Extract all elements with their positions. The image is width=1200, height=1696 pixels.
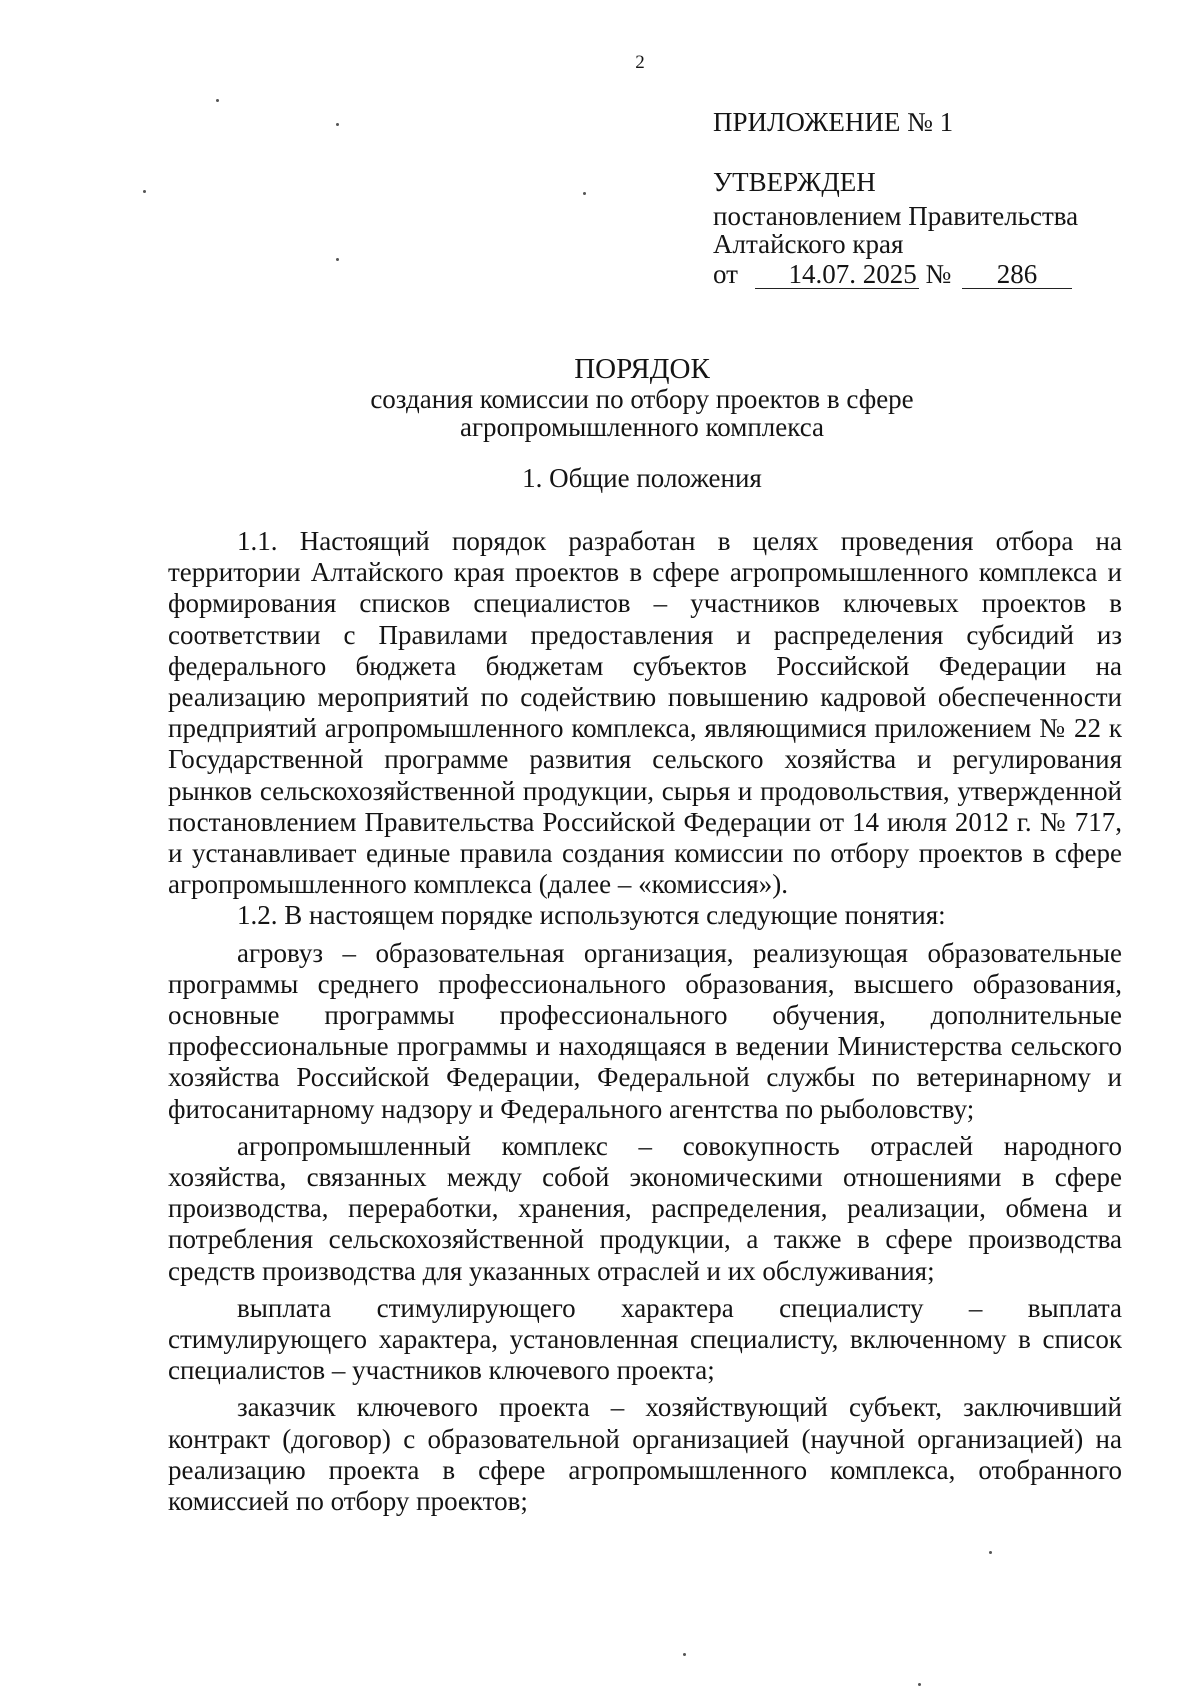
approval-number: 286: [962, 260, 1072, 289]
number-sign: №: [925, 259, 952, 289]
scan-speck: [918, 1683, 921, 1686]
approval-block: [713, 108, 1133, 289]
definition-agro-complex: агропромышленный комплекс – совокупность отраслей народного хозяйства, связанных между собой экономическими отношениями в сфере производства, переработки, хранения, распределения, реализации, обмена и потребления сельскохозяйственной продукции, а также в сфере производства средств производства для указанных отраслей и их обслуживания;: [168, 1130, 1122, 1286]
document-title-block: [0, 355, 1200, 441]
definition-incentive-payment: выплата стимулирующего характера специалисту – выплата стимулирующего характера, установленная специалисту, включенному в список специалистов – участников ключевого проекта;: [168, 1292, 1122, 1386]
paragraph-1-1: 1.1. Настоящий порядок разработан в целях проведения отбора на территории Алтайского края проектов в сфере агропромышленного комплекса и формирования списков специалистов – участников ключевых проектов в соответствии с Правилами предоставления и распределения субсидий из федерального бюджета бюджетам субъектов Российской Федерации на реализацию мероприятий по содействию повышению кадровой обеспеченности предприятий агропромышленного комплекса, являющимися приложением № 22 к Государственной программе развития сельского хозяйства и регулирования рынков сельскохозяйственной продукции, сырья и продовольствия, утвержденной постановлением Правительства Российской Федерации от 14 июля 2012 г. № 717, и устанавливает единые правила создания комиссии по отбору проектов в сфере агропромышленного комплекса (далее – «комиссия»).: [168, 526, 1122, 900]
approval-date: 14.07. 2025: [755, 260, 919, 289]
scan-speck: [583, 192, 586, 195]
definition-project-customer: заказчик ключевого проекта – хозяйствующий субъект, заключивший контракт (договор) с образовательной организацией (научной организацией) на реализацию проекта в сфере агропромышленного комплекса, отобранного комиссией по отбору проектов;: [168, 1392, 1122, 1517]
scan-speck: [683, 1653, 686, 1656]
annex-label: ПРИЛОЖЕНИЕ № 1: [713, 107, 954, 137]
definition-agrovuz: агровуз – образовательная организация, реализующая образовательные программы среднего профессионального образования, высшего образования, основные программы профессионального обучения, дополнительные профессиональные программы и находящаяся в ведении Министерства сельского хозяйства Российской Федерации, Федеральной службы по ветеринарному и фитосанитарному надзору и Федерального агентства по рыболовству;: [168, 937, 1122, 1124]
scan-speck: [336, 258, 339, 261]
scan-speck: [336, 123, 339, 126]
page-number: 2: [635, 52, 645, 73]
approval-line-2: Алтайского края: [713, 229, 904, 259]
approval-date-line: [713, 260, 1133, 289]
document-subtitle-line-1: создания комиссии по отбору проектов в сфере: [370, 384, 914, 414]
approval-line-1: постановлением Правительства: [713, 201, 1079, 231]
scan-speck: [216, 99, 219, 102]
date-prefix: от: [713, 259, 738, 289]
document-title: ПОРЯДОК: [574, 353, 710, 385]
section-heading: 1. Общие положения: [522, 463, 762, 493]
scan-speck: [143, 190, 146, 193]
paragraph-1-2: 1.2. В настоящем порядке используются следующие понятия:: [237, 900, 946, 931]
scan-speck: [989, 1551, 992, 1554]
document-body: [168, 526, 1122, 1517]
document-subtitle-line-2: агропромышленного комплекса: [460, 412, 824, 442]
approved-label: УТВЕРЖДЕН: [713, 167, 876, 197]
